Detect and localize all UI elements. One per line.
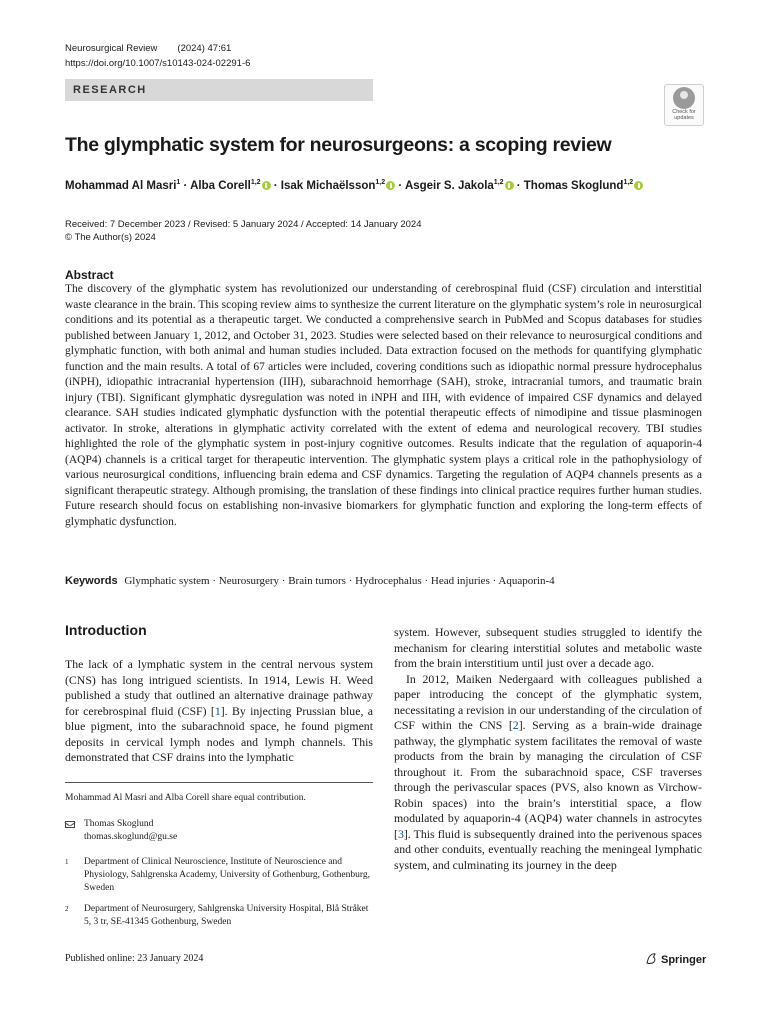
journal-name: Neurosurgical Review — [65, 43, 158, 54]
keyword-item: · Aquaporin-4 — [490, 575, 555, 587]
check-updates-icon — [673, 87, 695, 109]
citation-link[interactable]: 1 — [214, 703, 221, 718]
body-right-column — [394, 625, 702, 873]
author[interactable]: Isak Michaëlsson$^{1,2}$ — [281, 180, 395, 192]
copyright: © The Author(s) 2024 — [65, 232, 156, 243]
keyword-item: · Neurosurgery — [210, 575, 279, 587]
corresponding-name: Thomas Skoglund — [84, 819, 154, 829]
author-list: Mohammad Al Masri$^1$ · Alba Corell$^{1,2}$ · Isak Michaëlsson$^{1,2}$ · Asgeir S. Jakola$^{1,2}$ · Thomas Skoglund$^{1,2}$ — [65, 179, 705, 192]
springer-horse-icon — [645, 952, 658, 965]
footnote-divider — [65, 782, 373, 783]
history-dates: Received: 7 December 2023 / Revised: 5 January 2024 / Accepted: 14 January 2024 — [65, 219, 422, 230]
abstract-text: The discovery of the glymphatic system has revolutionized our understanding of cerebrospinal fluid (CSF) circulation and interstitial waste clearance in the brain. This scoping review aims to synthesize the current literature on the glymphatic system’s role in neurosurgical conditions and its potential as a therapeutic target. We conducted a comprehensive search in PubMed and Scopus databases for studies published between January 1, 2012, and October 31, 2023. Studies were selected based on their relevance to neurosurgical conditions and glymphatic function, with both animal and human studies included. Data extraction focused on the methods for quantifying glymphatic function and the main results. A total of 67 articles were included, covering conditions such as idiopathic normal pressure hydrocephalus (iNPH), idiopathic intracranial hypertension (IIH), subarachnoid hemorrhage (SAH), stroke, intracranial tumors, and traumatic brain injury (TBI). Significant glymphatic dysregulation was noted in iNPH and IIH, with evidence of impaired CSF dynamics and delayed clearance. SAH studies indicated glymphatic dysfunction with the potential therapeutic effects of nimodipine and tissue plasminogen activator. In stroke, alterations in glymphatic activity correlated with the extent of edema and neurological recovery. TBI studies highlighted the role of the glymphatic system in post-injury cognitive outcomes. Results indicate that the regulation of aquaporin-4 (AQP4) channels is a critical target for therapeutic intervention. The glymphatic system plays a critical role in the pathophysiology of various neurosurgical conditions, influencing brain edema and CSF dynamics. Targeting the regulation of AQP4 channels presents as a significant therapeutic strategy. Although promising, the translation of these findings into clinical practice requires further human studies. Future research should focus on establishing non-invasive biomarkers for glymphatic function and exploring the long-term effects of glymphatic dysfunction. — [65, 283, 702, 528]
article-meta — [65, 41, 250, 71]
citation-link[interactable]: 3 — [397, 826, 404, 841]
paragraph: In 2012, Maiken Nedergaard with colleagues published a paper introducing the concept of the glymphatic system, necessitating a revision in our understanding of the circulation of CSF within the CNS [2]. Serving as a brain-wide drainage pathway, the glymphatic system facilitates the removal of waste products from the brain by managing the circulation of CSF throughout it. From the subarachnoid space, CSF traverses through the perivascular spaces (PVS, also known as Virchow-Robin spaces) into the brain’s interstitial space, a flow modulated by aquaporin-4 (AQP4) water channels in astrocytes [3]. This fluid is subsequently drained into the perivenous spaces and other conduits, eventually reaching the meningeal lymphatic system, and culminating its journey in the deep — [394, 671, 702, 872]
author[interactable]: Mohammad Al Masri$^1$ — [65, 179, 181, 192]
abstract-heading: Abstract — [65, 268, 114, 282]
keyword-item: · Hydrocephalus — [346, 575, 422, 587]
affiliation-2: 2 Department of Neurosurgery, Sahlgrenska University Hospital, Blå Stråket 5, 3 tr, SE-41345 Gothenburg, Sweden — [65, 904, 369, 927]
corresponding-author — [84, 818, 177, 844]
body-left-column — [65, 657, 373, 766]
section-tag: RESEARCH — [65, 79, 373, 101]
orcid-icon[interactable] — [505, 181, 514, 190]
article-dates — [65, 218, 421, 244]
paragraph: The lack of a lymphatic system in the central nervous system (CNS) has long intrigued scientists. In 1914, Lewis H. Weed published a study that outlined an alternative drainage pathway for cerebrospinal fluid (CSF) [1]. By injecting Prussian blue, a blue pigment, into the subarachnoid space, he found pigment deposits in cervical lymph nodes and lymph channels. This demonstrated that CSF drains into the lymphatic — [65, 657, 373, 764]
author[interactable]: Thomas Skoglund$^{1,2}$ — [524, 180, 643, 192]
author[interactable]: Alba Corell$^{1,2}$ — [190, 180, 270, 192]
keyword-item: Glymphatic system — [124, 575, 210, 587]
volume-info: (2024) 47:61 — [177, 43, 232, 54]
keywords-label: Keywords — [65, 575, 118, 587]
introduction-heading: Introduction — [65, 622, 147, 638]
affiliation-1: 1 Department of Clinical Neuroscience, Institute of Neuroscience and Physiology, Sahlgrenska Academy, University of Gothenburg, Gothenburg, Sweden — [65, 857, 371, 893]
orcid-icon[interactable] — [386, 181, 395, 190]
keyword-item: · Brain tumors — [279, 575, 346, 587]
check-for-updates-badge[interactable]: Check for updates — [664, 84, 704, 126]
orcid-icon[interactable] — [262, 181, 271, 190]
citation-link[interactable]: 2 — [512, 718, 519, 732]
article-title: The glymphatic system for neurosurgeons: a scoping review — [65, 134, 612, 156]
equal-contribution-note: Mohammad Al Masri and Alba Corell share equal contribution. — [65, 793, 306, 803]
paragraph: system. However, subsequent studies struggled to identify the mechanism for clearing interstitial solutes and metabolic waste from the brain interstitium until just over a decade ago. — [394, 625, 702, 670]
published-date: Published online: 23 January 2024 — [65, 953, 204, 964]
publisher-logo[interactable]: Springer — [645, 952, 706, 966]
keyword-item: · Head injuries — [422, 575, 490, 587]
orcid-icon[interactable] — [634, 181, 643, 190]
corresponding-email[interactable]: thomas.skoglund@gu.se — [84, 832, 178, 842]
author[interactable]: Asgeir S. Jakola$^{1,2}$ — [405, 180, 514, 192]
keywords — [65, 575, 705, 587]
mail-icon — [65, 821, 75, 828]
doi-link[interactable]: https://doi.org/10.1007/s10143-024-02291-6 — [65, 58, 251, 69]
